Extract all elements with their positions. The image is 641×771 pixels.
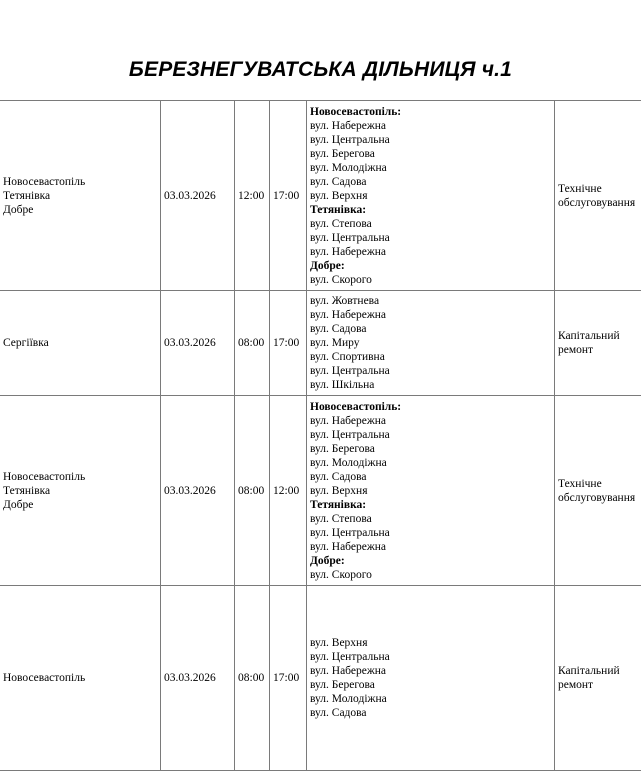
work-type-line: обслуговування [558,491,640,505]
street-name: вул. Степова [310,217,551,231]
work-type-line: Капітальний [558,664,640,678]
settlement-heading: Тетянівка: [310,498,551,512]
street-name: вул. Садова [310,322,551,336]
streets-cell [307,586,555,771]
work-type-line: ремонт [558,678,640,692]
settlement-name: Новосевастопіль [3,470,157,484]
settlement-name: Тетянівка [3,484,157,498]
date-cell: 03.03.2026 [161,101,235,291]
street-name: вул. Набережна [310,245,551,259]
street-name: вул. Садова [310,175,551,189]
street-name: вул. Верхня [310,636,551,650]
street-name: вул. Миру [310,336,551,350]
street-name: вул. Молодіжна [310,456,551,470]
street-name: вул. Верхня [310,189,551,203]
settlement-name: Сергіївка [3,336,157,350]
street-name: вул. Шкільна [310,378,551,392]
street-name: вул. Центральна [310,526,551,540]
work-type-cell [555,396,641,586]
date-cell: 03.03.2026 [161,586,235,771]
street-name: вул. Садова [310,470,551,484]
start-time-cell: 08:00 [235,586,270,771]
street-name: вул. Набережна [310,664,551,678]
page-title: БЕРЕЗНЕГУВАТСЬКА ДІЛЬНИЦЯ ч.1 [0,58,641,82]
street-name: вул. Скорого [310,568,551,582]
streets-cell [307,396,555,586]
end-time-cell: 17:00 [270,586,307,771]
street-name: вул. Степова [310,512,551,526]
settlements-cell [0,291,161,396]
table-row [0,586,641,771]
street-name: вул. Спортивна [310,350,551,364]
street-name: вул. Набережна [310,119,551,133]
table-row [0,101,641,291]
streets-cell [307,291,555,396]
street-name: вул. Берегова [310,442,551,456]
street-name: вул. Центральна [310,133,551,147]
end-time-cell: 17:00 [270,101,307,291]
end-time-cell: 17:00 [270,291,307,396]
start-time-cell: 08:00 [235,291,270,396]
street-name: вул. Берегова [310,678,551,692]
settlement-heading: Тетянівка: [310,203,551,217]
street-name: вул. Молодіжна [310,161,551,175]
street-name: вул. Центральна [310,364,551,378]
street-name: вул. Набережна [310,540,551,554]
street-name: вул. Молодіжна [310,692,551,706]
table-row [0,396,641,586]
end-time-cell: 12:00 [270,396,307,586]
date-cell: 03.03.2026 [161,396,235,586]
work-type-line: Капітальний [558,329,640,343]
street-name: вул. Скорого [310,273,551,287]
work-type-line: Технічне [558,477,640,491]
table-row [0,291,641,396]
work-type-line: ремонт [558,343,640,357]
settlement-heading: Добре: [310,259,551,273]
street-name: вул. Берегова [310,147,551,161]
street-name: вул. Садова [310,706,551,720]
settlements-cell [0,586,161,771]
start-time-cell: 08:00 [235,396,270,586]
street-name: вул. Центральна [310,231,551,245]
work-type-line: обслуговування [558,196,640,210]
settlement-name: Добре [3,203,157,217]
settlements-cell [0,396,161,586]
settlement-name: Новосевастопіль [3,671,157,685]
settlement-name: Новосевастопіль [3,175,157,189]
start-time-cell: 12:00 [235,101,270,291]
settlements-cell [0,101,161,291]
work-type-cell [555,101,641,291]
settlement-heading: Новосевастопіль: [310,105,551,119]
settlement-heading: Добре: [310,554,551,568]
street-name: вул. Центральна [310,650,551,664]
street-name: вул. Центральна [310,428,551,442]
street-name: вул. Набережна [310,414,551,428]
date-cell: 03.03.2026 [161,291,235,396]
settlement-name: Добре [3,498,157,512]
work-type-cell [555,586,641,771]
work-type-cell [555,291,641,396]
outage-schedule-table [0,100,641,771]
settlement-heading: Новосевастопіль: [310,400,551,414]
streets-cell [307,101,555,291]
table-body [0,101,641,771]
street-name: вул. Набережна [310,308,551,322]
work-type-line: Технічне [558,182,640,196]
street-name: вул. Верхня [310,484,551,498]
street-name: вул. Жовтнева [310,294,551,308]
settlement-name: Тетянівка [3,189,157,203]
